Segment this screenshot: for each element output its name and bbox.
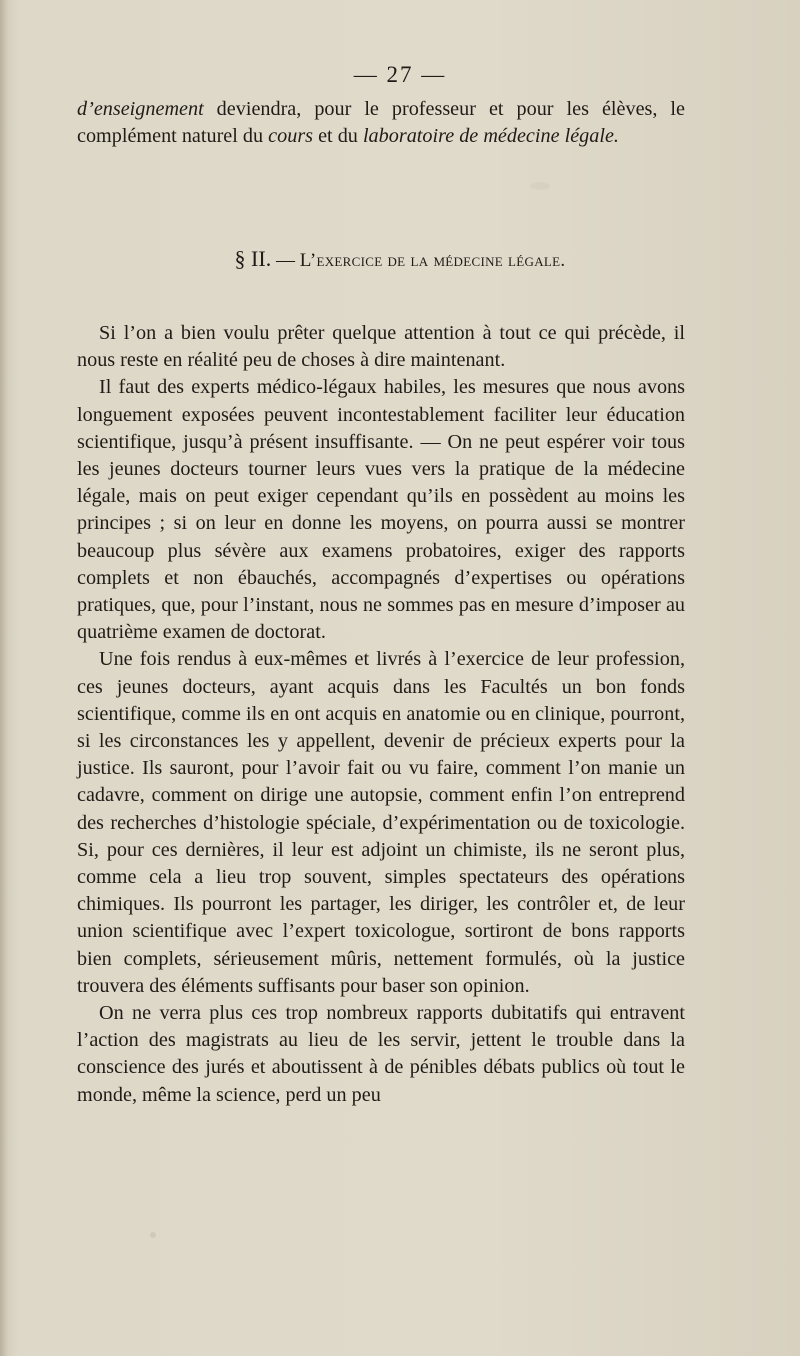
intro-paragraph <box>77 96 685 150</box>
intro-text-1: deviendra, pour le professeur et pour les élèves, le complément naturel du <box>77 98 685 148</box>
intro-italic-1: d’enseignement <box>77 98 204 120</box>
paragraph-2: Il faut des experts médico-légaux habiles, les mesures que nous avons longuement exposées peuvent incontestablement faciliter leur éducation scientifique, jusqu’à présent insuffisante. — On ne peut espérer voir tous les jeunes docteurs tourner leurs vues vers la pratique de la médecine légale, mais on peut exiger cependant qu’ils en possèdent au moins les principes ; si on leur en donne les moyens, on pourra aussi se montrer beaucoup plus sévère aux examens probatoires, exiger des rapports complets et non ébauchés, accompagnés d’expertises ou opérations pratiques, que, pour l’instant, nous ne sommes pas en mesure d’imposer au quatrième examen de doctorat. <box>77 376 685 644</box>
page-binding-edge <box>0 0 8 1356</box>
section-title: L’exercice de la médecine légale. <box>299 250 566 271</box>
paragraph-3: Une fois rendus à eux-mêmes et livrés à l’exercice de leur profession, ces jeunes docteurs, ayant acquis dans les Facultés un bon fonds scientifique, comme ils en ont acquis en anatomie ou en clinique, pourront, si les circonstances les y appellent, devenir de précieux experts pour la justice. Ils sauront, pour l’avoir fait ou vu faire, comment l’on manie un cadavre, comment on dirige une autopsie, comment enfin l’on entreprend des recherches d’histologie spéciale, d’expérimentation ou de toxicologie. Si, pour ces dernières, il leur est adjoint un chimiste, ils ne seront plus, comme cela a lieu trop souvent, simples spectateurs des opérations chimiques. Ils pourront les partager, les diriger, les contrôler et, de leur union scientifique avec l’expert toxicologue, sortiront de bons rapports bien complets, sérieusement mûris, nettement formulés, où la justice trouvera des éléments suffisants pour baser son opinion. <box>77 648 685 997</box>
intro-italic-3: laboratoire de médecine légale. <box>362 125 619 148</box>
section-dash: — <box>271 250 300 271</box>
intro-italic-2: cours <box>268 125 314 148</box>
paragraph-1: Si l’on a bien voulu prêter quelque attention à tout ce qui précède, il nous reste en réalité peu de choses à dire maintenant. <box>77 322 685 372</box>
paragraph-4: On ne verra plus ces trop nombreux rapports dubitatifs qui entravent l’action des magistrats au lieu de les servir, jettent le trouble dans la conscience des jurés et aboutissent à de pénibles débats publics où tout le monde, même la science, perd un peu <box>77 1002 685 1106</box>
section-heading <box>0 246 800 272</box>
section-mark: § II. <box>234 246 272 271</box>
body-text <box>77 320 685 1109</box>
page-number: — 27 — <box>353 62 447 87</box>
intro-text-2: et du <box>313 125 363 148</box>
paper-stain <box>530 182 550 190</box>
paper-stain <box>150 1232 156 1238</box>
